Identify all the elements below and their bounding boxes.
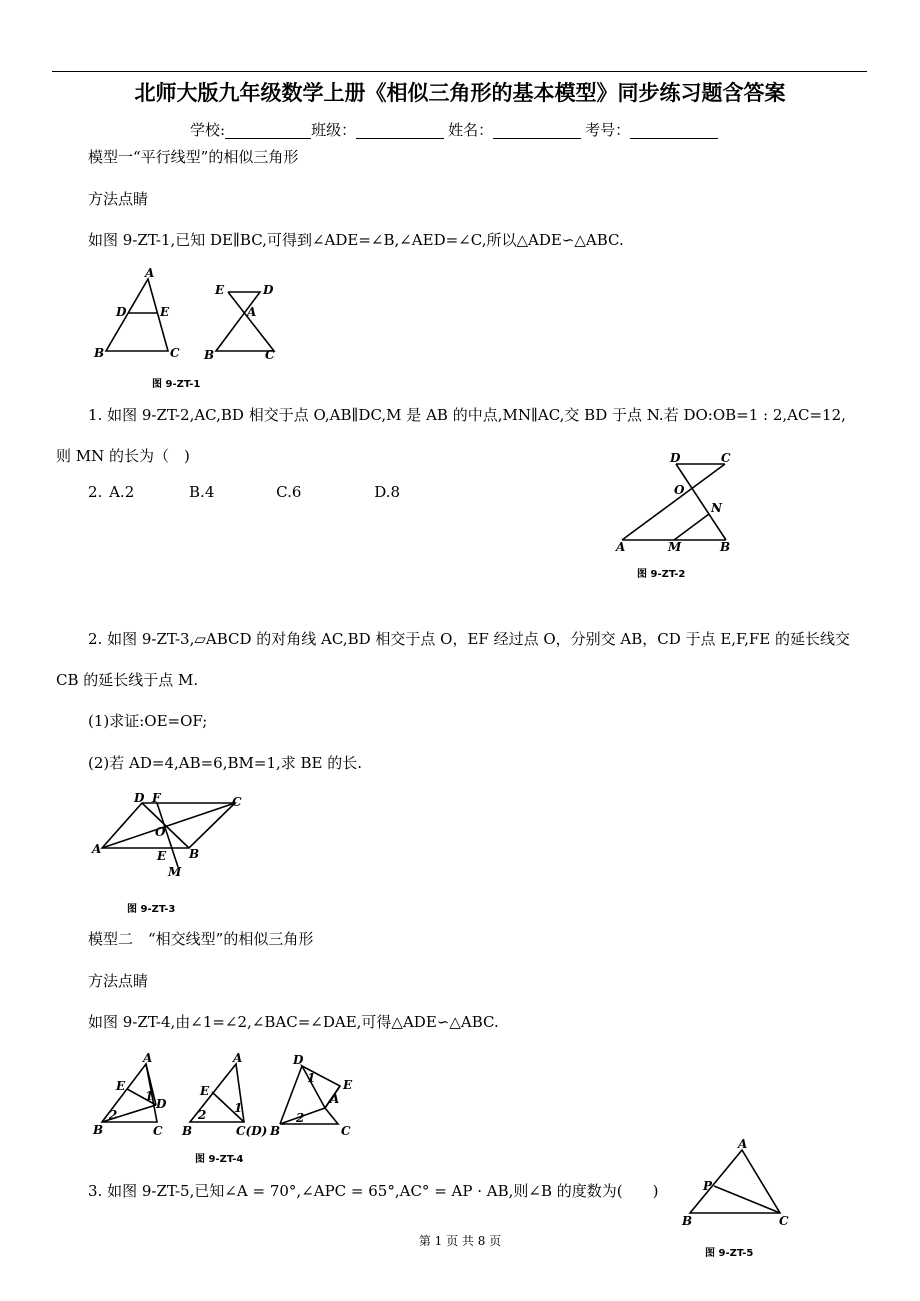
q1-number: 2. <box>88 483 103 501</box>
class-field[interactable] <box>356 123 444 139</box>
fig2-label-b: B <box>720 540 731 554</box>
fig4a-label-2: 2 <box>109 1108 118 1122</box>
fig1-label-a2: A <box>247 305 257 319</box>
fig3-label-d: D <box>134 791 145 805</box>
fig3-label-b: B <box>189 847 200 861</box>
fig4c-label-1: 1 <box>307 1071 316 1085</box>
fig2-label-a: A <box>616 540 626 554</box>
fig1-label-b2: B <box>204 348 215 362</box>
fig2-label-d: D <box>670 451 681 465</box>
fig3-label-m: M <box>168 865 182 879</box>
model2-method: 方法点睛 <box>88 972 149 990</box>
fig5-label-b: B <box>682 1214 693 1228</box>
figure-9-zt-1 <box>88 265 288 370</box>
fig4b-label-1: 1 <box>234 1101 243 1115</box>
fig4b-label-cd: C(D) <box>236 1124 268 1138</box>
fig1-label-c: C <box>170 346 180 360</box>
fig1-caption: 图 9-ZT-1 <box>152 379 201 390</box>
q1-option-d[interactable]: D.8 <box>374 483 401 501</box>
q1-line1: 1. 如图 9-ZT-2,AC,BD 相交于点 O,AB∥DC,M 是 AB 的中点,MN∥AC,交 BD 于点 N.若 DO:OB=1 : 2,AC=12, <box>88 406 846 424</box>
fig2-label-c: C <box>721 451 731 465</box>
fig4c-label-b: B <box>270 1124 281 1138</box>
model2-intro: 如图 9-ZT-4,由∠1=∠2,∠BAC=∠DAE,可得△ADE∽△ABC. <box>88 1013 499 1031</box>
class-label: 班级： <box>311 121 357 139</box>
fig4c-label-a: A <box>330 1092 340 1106</box>
fig1-label-b: B <box>94 346 105 360</box>
fig4b-label-2: 2 <box>198 1108 207 1122</box>
q3-text: 3. 如图 9-ZT-5,已知∠A = 70°,∠APC = 65°,AC° = AP · AB,则∠B 的度数为( ) <box>88 1182 659 1200</box>
fig5-label-a: A <box>738 1138 748 1151</box>
figure-9-zt-5 <box>676 1138 796 1238</box>
school-label: 学校: <box>190 121 226 139</box>
fig3-label-e: E <box>157 849 167 863</box>
q1-option-a[interactable]: A.2 <box>109 483 135 501</box>
fig4-caption: 图 9-ZT-4 <box>195 1154 244 1165</box>
fig2-label-o: O <box>674 483 685 497</box>
fig4b-label-a: A <box>233 1051 243 1065</box>
q1-line2: 则 MN 的长为（ ) <box>56 447 190 465</box>
fig3-caption: 图 9-ZT-3 <box>127 904 176 915</box>
name-label: 姓名： <box>448 121 494 139</box>
student-info-line <box>190 121 718 139</box>
fig3-label-f: F <box>152 791 161 805</box>
fig4a-label-a: A <box>143 1051 153 1065</box>
fig4a-label-e: E <box>116 1079 126 1093</box>
q2-part1: (1)求证:OE=OF; <box>88 712 208 730</box>
fig4c-triangle-abc <box>280 1108 338 1124</box>
figure-9-zt-4 <box>88 1048 368 1148</box>
fig3-label-c: C <box>232 795 242 809</box>
model1-intro: 如图 9-ZT-1,已知 DE∥BC,可得到∠ADE=∠B,∠AED=∠C,所以△ADE∽△ABC. <box>88 231 624 249</box>
fig1-hourglass <box>216 292 274 351</box>
fig3-bd <box>142 803 189 848</box>
fig4a-label-d: D <box>156 1097 167 1111</box>
school-field[interactable] <box>225 123 311 139</box>
q1-options <box>88 483 400 501</box>
fig4c-label-c: C <box>341 1124 351 1138</box>
fig4c-label-e: E <box>343 1078 353 1092</box>
fig1-label-e2: E <box>215 283 225 297</box>
fig3-label-o: O <box>155 825 166 839</box>
q1-option-b[interactable]: B.4 <box>189 483 215 501</box>
header-rule <box>52 71 867 72</box>
fig5-label-p: P <box>703 1179 713 1193</box>
page-footer: 第 1 页 共 8 页 <box>418 1234 502 1248</box>
fig2-caption: 图 9-ZT-2 <box>637 569 686 580</box>
fig5-caption: 图 9-ZT-5 <box>705 1248 754 1259</box>
fig4a-label-c: C <box>153 1124 163 1138</box>
fig2-mn <box>674 514 709 540</box>
fig5-pc <box>714 1186 780 1213</box>
fig4c-label-d: D <box>293 1053 304 1067</box>
fig2-label-n: N <box>711 501 722 515</box>
model1-heading: 模型一“平行线型”的相似三角形 <box>88 148 299 166</box>
fig4c-label-2: 2 <box>296 1111 305 1125</box>
document-title: 北师大版九年级数学上册《相似三角形的基本模型》同步练习题含答案 <box>134 81 786 105</box>
fig3-label-a: A <box>92 842 102 856</box>
fig4b-label-e: E <box>200 1084 210 1098</box>
q2-line2: CB 的延长线于点 M. <box>56 671 199 689</box>
fig4b-label-b: B <box>182 1124 193 1138</box>
exam-no-field[interactable] <box>630 123 718 139</box>
figure-9-zt-2 <box>610 448 750 558</box>
q2-line1: 2. 如图 9-ZT-3,▱ABCD 的对角线 AC,BD 相交于点 O，EF 经过点 O，分别交 AB，CD 于点 E,F,FE 的延长线交 <box>88 630 851 648</box>
fig2-ac <box>622 464 725 540</box>
fig5-label-c: C <box>779 1214 789 1228</box>
fig1-label-d2: D <box>263 283 274 297</box>
fig4a-label-b: B <box>93 1123 104 1137</box>
fig1-label-e: E <box>160 305 170 319</box>
fig1-label-a: A <box>145 266 155 280</box>
q1-option-c[interactable]: C.6 <box>276 483 302 501</box>
fig2-label-m: M <box>668 540 682 554</box>
model2-heading: 模型二 “相交线型”的相似三角形 <box>88 930 314 948</box>
fig4a-label-1: 1 <box>145 1089 154 1103</box>
fig1-label-d: D <box>116 305 127 319</box>
q2-part2: (2)若 AD=4,AB=6,BM=1,求 BE 的长. <box>88 754 363 772</box>
name-field[interactable] <box>493 123 581 139</box>
figure-9-zt-3 <box>88 790 258 890</box>
exam-no-label: 考号： <box>585 121 631 139</box>
model1-method: 方法点睛 <box>88 190 149 208</box>
fig1-label-c2: C <box>265 348 275 362</box>
